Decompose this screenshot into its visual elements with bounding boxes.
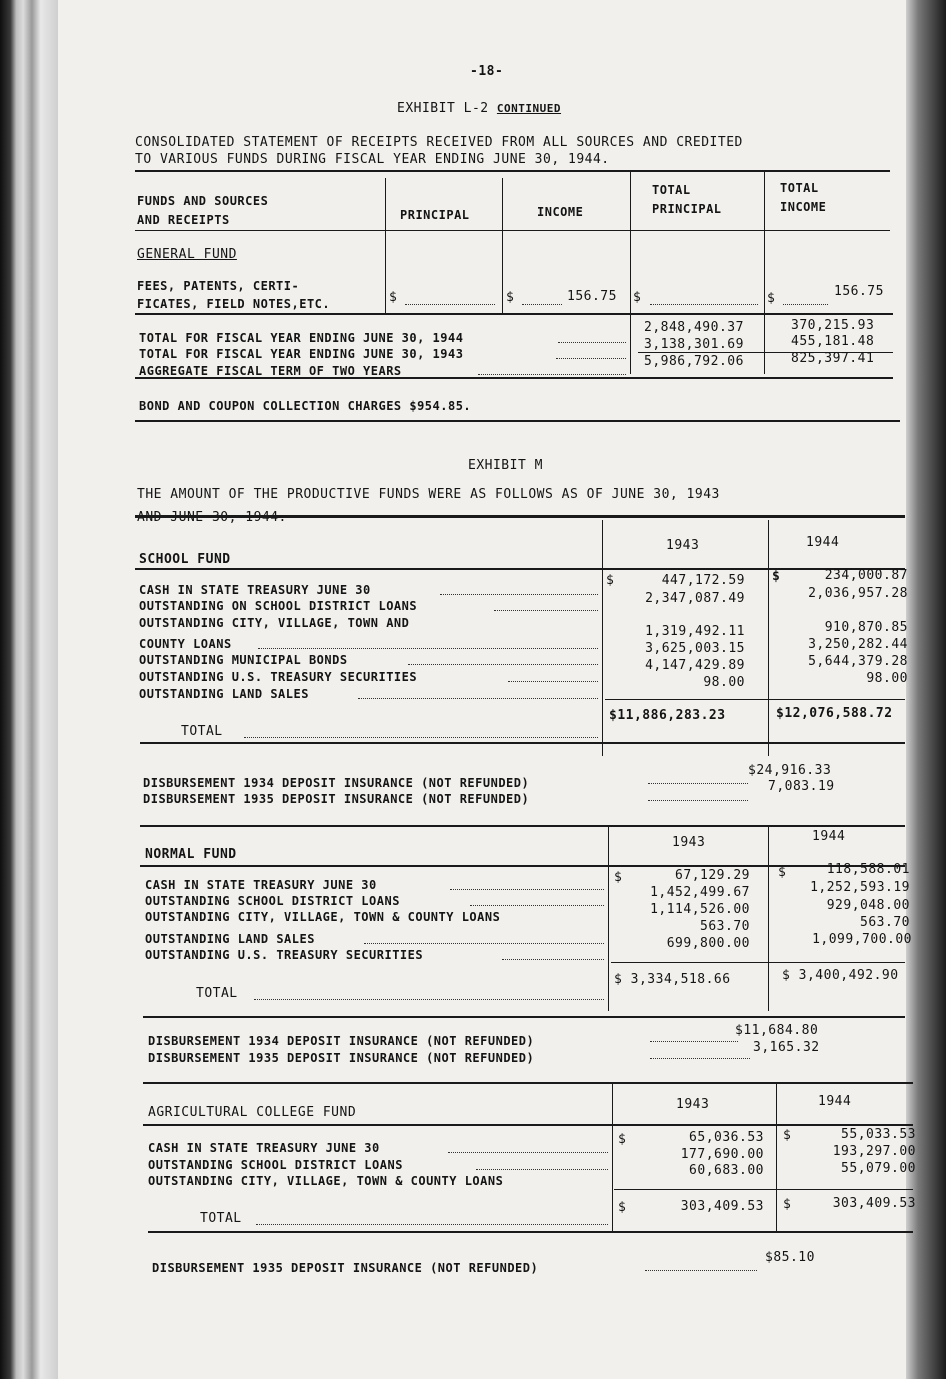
agri-top-rule <box>143 1082 913 1084</box>
normal-row-label: OUTSTANDING U.S. TREASURY SECURITIES <box>145 948 424 962</box>
normal-row-1943: 1,452,499.67 <box>650 885 750 900</box>
school-dollar-1943: $ <box>606 573 615 588</box>
normal-disb-1934-label: DISBURSEMENT 1934 DEPOSIT INSURANCE (NOT REFUNDED) <box>148 1034 535 1048</box>
col-total-principal-1: TOTAL <box>652 183 691 197</box>
normal-row-1944: 118,588.01 <box>826 862 910 877</box>
normal-row-label: CASH IN STATE TREASURY JUNE 30 <box>145 878 377 892</box>
total-1944-income: 370,215.93 <box>791 318 875 333</box>
col-total-principal-2: PRINCIPAL <box>652 202 722 216</box>
l2-divider-3 <box>630 172 631 374</box>
school-row-label: OUTSTANDING ON SCHOOL DISTRICT LOANS <box>139 599 418 613</box>
normal-row-1943: 1,114,526.00 <box>650 902 750 917</box>
total-1944-principal: 2,848,490.37 <box>644 320 744 335</box>
school-row-label: CASH IN STATE TREASURY JUNE 30 <box>139 583 371 597</box>
normal-disb-1934-leader <box>650 1041 738 1042</box>
col-funds-line1: FUNDS AND SOURCES <box>137 194 269 208</box>
aggregate-leader <box>478 374 626 375</box>
agri-row-1943: 177,690.00 <box>680 1147 764 1162</box>
agri-divider-2 <box>776 1084 777 1232</box>
school-row-label: OUTSTANDING CITY, VILLAGE, TOWN AND <box>139 616 410 630</box>
agri-row-label: CASH IN STATE TREASURY JUNE 30 <box>148 1141 380 1155</box>
agri-disb-1935-label: DISBURSEMENT 1935 DEPOSIT INSURANCE (NOT REFUNDED) <box>152 1261 539 1275</box>
school-row-1944: 5,644,379.28 <box>808 654 908 669</box>
school-disb-1935-label: DISBURSEMENT 1935 DEPOSIT INSURANCE (NOT REFUNDED) <box>143 792 530 806</box>
school-row-1944: 2,036,957.28 <box>808 586 908 601</box>
normal-divider-2 <box>768 826 769 1011</box>
l2-header-rule <box>135 230 890 231</box>
exhibit-l2-heading: EXHIBIT L-2 CONTINUED <box>397 101 562 116</box>
agri-fund-title: AGRICULTURAL COLLEGE FUND <box>148 1105 357 1120</box>
l2-divider-4 <box>764 172 765 374</box>
fees-principal-dollar: $ <box>389 290 398 305</box>
agri-row-1944: 55,033.53 <box>841 1127 916 1142</box>
school-row-1944: 98.00 <box>866 671 908 686</box>
school-dollar-1944: $ <box>772 569 781 584</box>
school-row-label: OUTSTANDING MUNICIPAL BONDS <box>139 653 348 667</box>
agri-total-1944: 303,409.53 <box>832 1196 916 1211</box>
school-total-1943: $11,886,283.23 <box>609 708 726 723</box>
exhibit-l2-title-line1: CONSOLIDATED STATEMENT OF RECEIPTS RECEIVED FROM ALL SOURCES AND CREDITED <box>135 135 743 150</box>
agri-divider-1 <box>612 1084 613 1232</box>
school-row-leader <box>358 698 598 699</box>
agri-dollar-1943: $ <box>618 1132 627 1147</box>
normal-total-1943: $ 3,334,518.66 <box>614 972 731 987</box>
col-income: INCOME <box>537 205 584 219</box>
aggregate-income: 825,397.41 <box>791 351 875 366</box>
fees-total-principal-leader <box>650 304 758 305</box>
normal-total-leader <box>254 999 604 1000</box>
school-row-leader <box>508 681 598 682</box>
l2-divider-2 <box>502 178 503 313</box>
school-row-label: OUTSTANDING LAND SALES <box>139 687 309 701</box>
normal-row-1943: 699,800.00 <box>666 936 750 951</box>
fees-total-income-value: 156.75 <box>834 284 884 299</box>
normal-total-label: TOTAL <box>196 986 238 1001</box>
school-disb-1934-value: $24,916.33 <box>748 763 832 778</box>
school-sum-rule <box>605 699 905 700</box>
agri-row-1943: 60,683.00 <box>689 1163 764 1178</box>
page-number: -18- <box>470 64 504 79</box>
school-total-leader <box>244 737 598 738</box>
fees-total-income-leader <box>783 304 828 305</box>
school-row-label: COUNTY LOANS <box>139 637 232 651</box>
normal-dollar-1943: $ <box>614 870 623 885</box>
exhibit-m-heading: EXHIBIT M <box>468 458 543 473</box>
agri-year-1943: 1943 <box>676 1097 710 1112</box>
normal-row-leader <box>450 889 604 890</box>
normal-disb-1935-value: 3,165.32 <box>753 1040 820 1055</box>
normal-total-1944: $ 3,400,492.90 <box>782 968 899 983</box>
agri-dollar-1944: $ <box>783 1128 792 1143</box>
agri-total-1943: 303,409.53 <box>680 1199 764 1214</box>
school-disb-1934-leader <box>648 783 748 784</box>
general-fund-label: GENERAL FUND <box>137 247 237 262</box>
fees-income-value: 156.75 <box>567 289 617 304</box>
agri-total-dollar-1944: $ <box>783 1197 792 1212</box>
normal-row-leader <box>364 943 604 944</box>
agri-year-1944: 1944 <box>818 1094 852 1109</box>
total-1943-label: TOTAL FOR FISCAL YEAR ENDING JUNE 30, 1943 <box>139 347 464 361</box>
school-bottom-rule <box>140 742 905 744</box>
col-total-income-2: INCOME <box>780 200 827 214</box>
agri-row-1943: 65,036.53 <box>689 1130 764 1145</box>
agri-row-1944: 55,079.00 <box>841 1161 916 1176</box>
fees-label-line2: FICATES, FIELD NOTES,ETC. <box>137 297 331 311</box>
school-row-1943: 2,347,087.49 <box>645 591 745 606</box>
fees-total-principal-dollar: $ <box>633 290 642 305</box>
school-disb-1935-value: 7,083.19 <box>768 779 835 794</box>
school-row-leader <box>258 648 598 649</box>
fees-principal-leader <box>405 304 495 305</box>
agri-bottom-rule <box>148 1231 913 1233</box>
school-row-1944: 3,250,282.44 <box>808 637 908 652</box>
total-1943-leader <box>556 358 626 359</box>
agri-sum-rule <box>614 1189 913 1190</box>
agri-header-rule <box>143 1124 913 1126</box>
school-row-1943: 98.00 <box>703 675 745 690</box>
school-total-label: TOTAL <box>181 724 223 739</box>
normal-dollar-1944: $ <box>778 865 787 880</box>
total-1944-leader <box>558 342 626 343</box>
normal-row-1943: 67,129.29 <box>675 868 750 883</box>
school-fund-title: SCHOOL FUND <box>139 552 231 567</box>
school-row-1943: 3,625,003.15 <box>645 641 745 656</box>
exhibit-m-intro-line2: AND JUNE 30, 1944. <box>137 510 287 525</box>
agri-total-leader <box>256 1224 608 1225</box>
fees-label-line1: FEES, PATENTS, CERTI- <box>137 279 300 293</box>
fees-income-dollar: $ <box>506 290 515 305</box>
normal-year-1944: 1944 <box>812 829 846 844</box>
col-funds-line2: AND RECEIPTS <box>137 213 230 227</box>
normal-row-label: OUTSTANDING SCHOOL DISTRICT LOANS <box>145 894 400 908</box>
agri-row-1944: 193,297.00 <box>832 1144 916 1159</box>
normal-row-leader <box>502 959 604 960</box>
normal-row-1943: 563.70 <box>700 919 750 934</box>
normal-row-1944: 929,048.00 <box>826 898 910 913</box>
school-disb-1934-label: DISBURSEMENT 1934 DEPOSIT INSURANCE (NOT REFUNDED) <box>143 776 530 790</box>
school-row-1944: 910,870.85 <box>824 620 908 635</box>
school-row-leader <box>494 610 598 611</box>
col-total-income-1: TOTAL <box>780 181 819 195</box>
bond-collection-note: BOND AND COUPON COLLECTION CHARGES $954.85. <box>139 399 472 413</box>
agri-row-label: OUTSTANDING CITY, VILLAGE, TOWN & COUNTY LOANS <box>148 1174 504 1188</box>
total-1943-income: 455,181.48 <box>791 334 875 349</box>
school-row-label: OUTSTANDING U.S. TREASURY SECURITIES <box>139 670 418 684</box>
fees-income-leader <box>522 304 562 305</box>
normal-disb-1934-value: $11,684.80 <box>735 1023 819 1038</box>
school-row-1943: 447,172.59 <box>661 573 745 588</box>
agri-row-leader <box>476 1169 608 1170</box>
school-row-1943: 1,319,492.11 <box>645 624 745 639</box>
agri-row-leader <box>448 1152 608 1153</box>
l2-totals-rule <box>135 313 893 315</box>
agri-total-dollar-1943: $ <box>618 1200 627 1215</box>
aggregate-principal: 5,986,792.06 <box>644 354 744 369</box>
school-year-1943: 1943 <box>666 538 700 553</box>
normal-divider-1 <box>608 826 609 1011</box>
normal-row-leader <box>470 905 604 906</box>
normal-fund-title: NORMAL FUND <box>145 847 237 862</box>
normal-row-1944: 1,252,593.19 <box>810 880 910 895</box>
normal-year-1943: 1943 <box>672 835 706 850</box>
normal-disb-1935-label: DISBURSEMENT 1935 DEPOSIT INSURANCE (NOT REFUNDED) <box>148 1051 535 1065</box>
col-principal: PRINCIPAL <box>400 208 470 222</box>
agri-disb-1935-value: $85.10 <box>765 1250 815 1265</box>
agri-disb-1935-leader <box>645 1270 757 1271</box>
aggregate-label: AGGREGATE FISCAL TERM OF TWO YEARS <box>139 364 402 378</box>
normal-disb-1935-leader <box>650 1058 750 1059</box>
total-1944-label: TOTAL FOR FISCAL YEAR ENDING JUNE 30, 1944 <box>139 331 464 345</box>
normal-row-label: OUTSTANDING CITY, VILLAGE, TOWN & COUNTY LOANS <box>145 910 501 924</box>
normal-bottom-rule <box>143 1016 905 1018</box>
l2-divider-1 <box>385 178 386 313</box>
school-row-leader <box>440 594 598 595</box>
school-row-leader <box>408 664 598 665</box>
school-divider-1 <box>602 520 603 756</box>
normal-top-rule <box>140 825 905 827</box>
total-1943-principal: 3,138,301.69 <box>644 337 744 352</box>
agri-total-label: TOTAL <box>200 1211 242 1226</box>
fees-total-income-dollar: $ <box>767 291 776 306</box>
agri-row-label: OUTSTANDING SCHOOL DISTRICT LOANS <box>148 1158 403 1172</box>
normal-row-1944: 563.70 <box>860 915 910 930</box>
normal-row-label: OUTSTANDING LAND SALES <box>145 932 315 946</box>
l2-top-rule <box>135 170 890 172</box>
school-total-1944: $12,076,588.72 <box>776 706 893 721</box>
normal-row-1944: 1,099,700.00 <box>812 932 912 947</box>
school-divider-2 <box>768 520 769 756</box>
school-disb-1935-leader <box>648 800 748 801</box>
m-top-rule <box>135 515 905 518</box>
normal-sum-rule <box>611 962 905 963</box>
school-row-1944: 234,000.87 <box>824 568 908 583</box>
book-spine <box>0 0 58 1379</box>
l2-bottom-rule <box>135 377 893 379</box>
school-year-1944: 1944 <box>806 535 840 550</box>
exhibit-l2-title-line2: TO VARIOUS FUNDS DURING FISCAL YEAR ENDING JUNE 30, 1944. <box>135 152 610 167</box>
school-row-1943: 4,147,429.89 <box>645 658 745 673</box>
bond-rule <box>135 420 900 422</box>
exhibit-m-intro-line1: THE AMOUNT OF THE PRODUCTIVE FUNDS WERE AS FOLLOWS AS OF JUNE 30, 1943 <box>137 487 720 502</box>
